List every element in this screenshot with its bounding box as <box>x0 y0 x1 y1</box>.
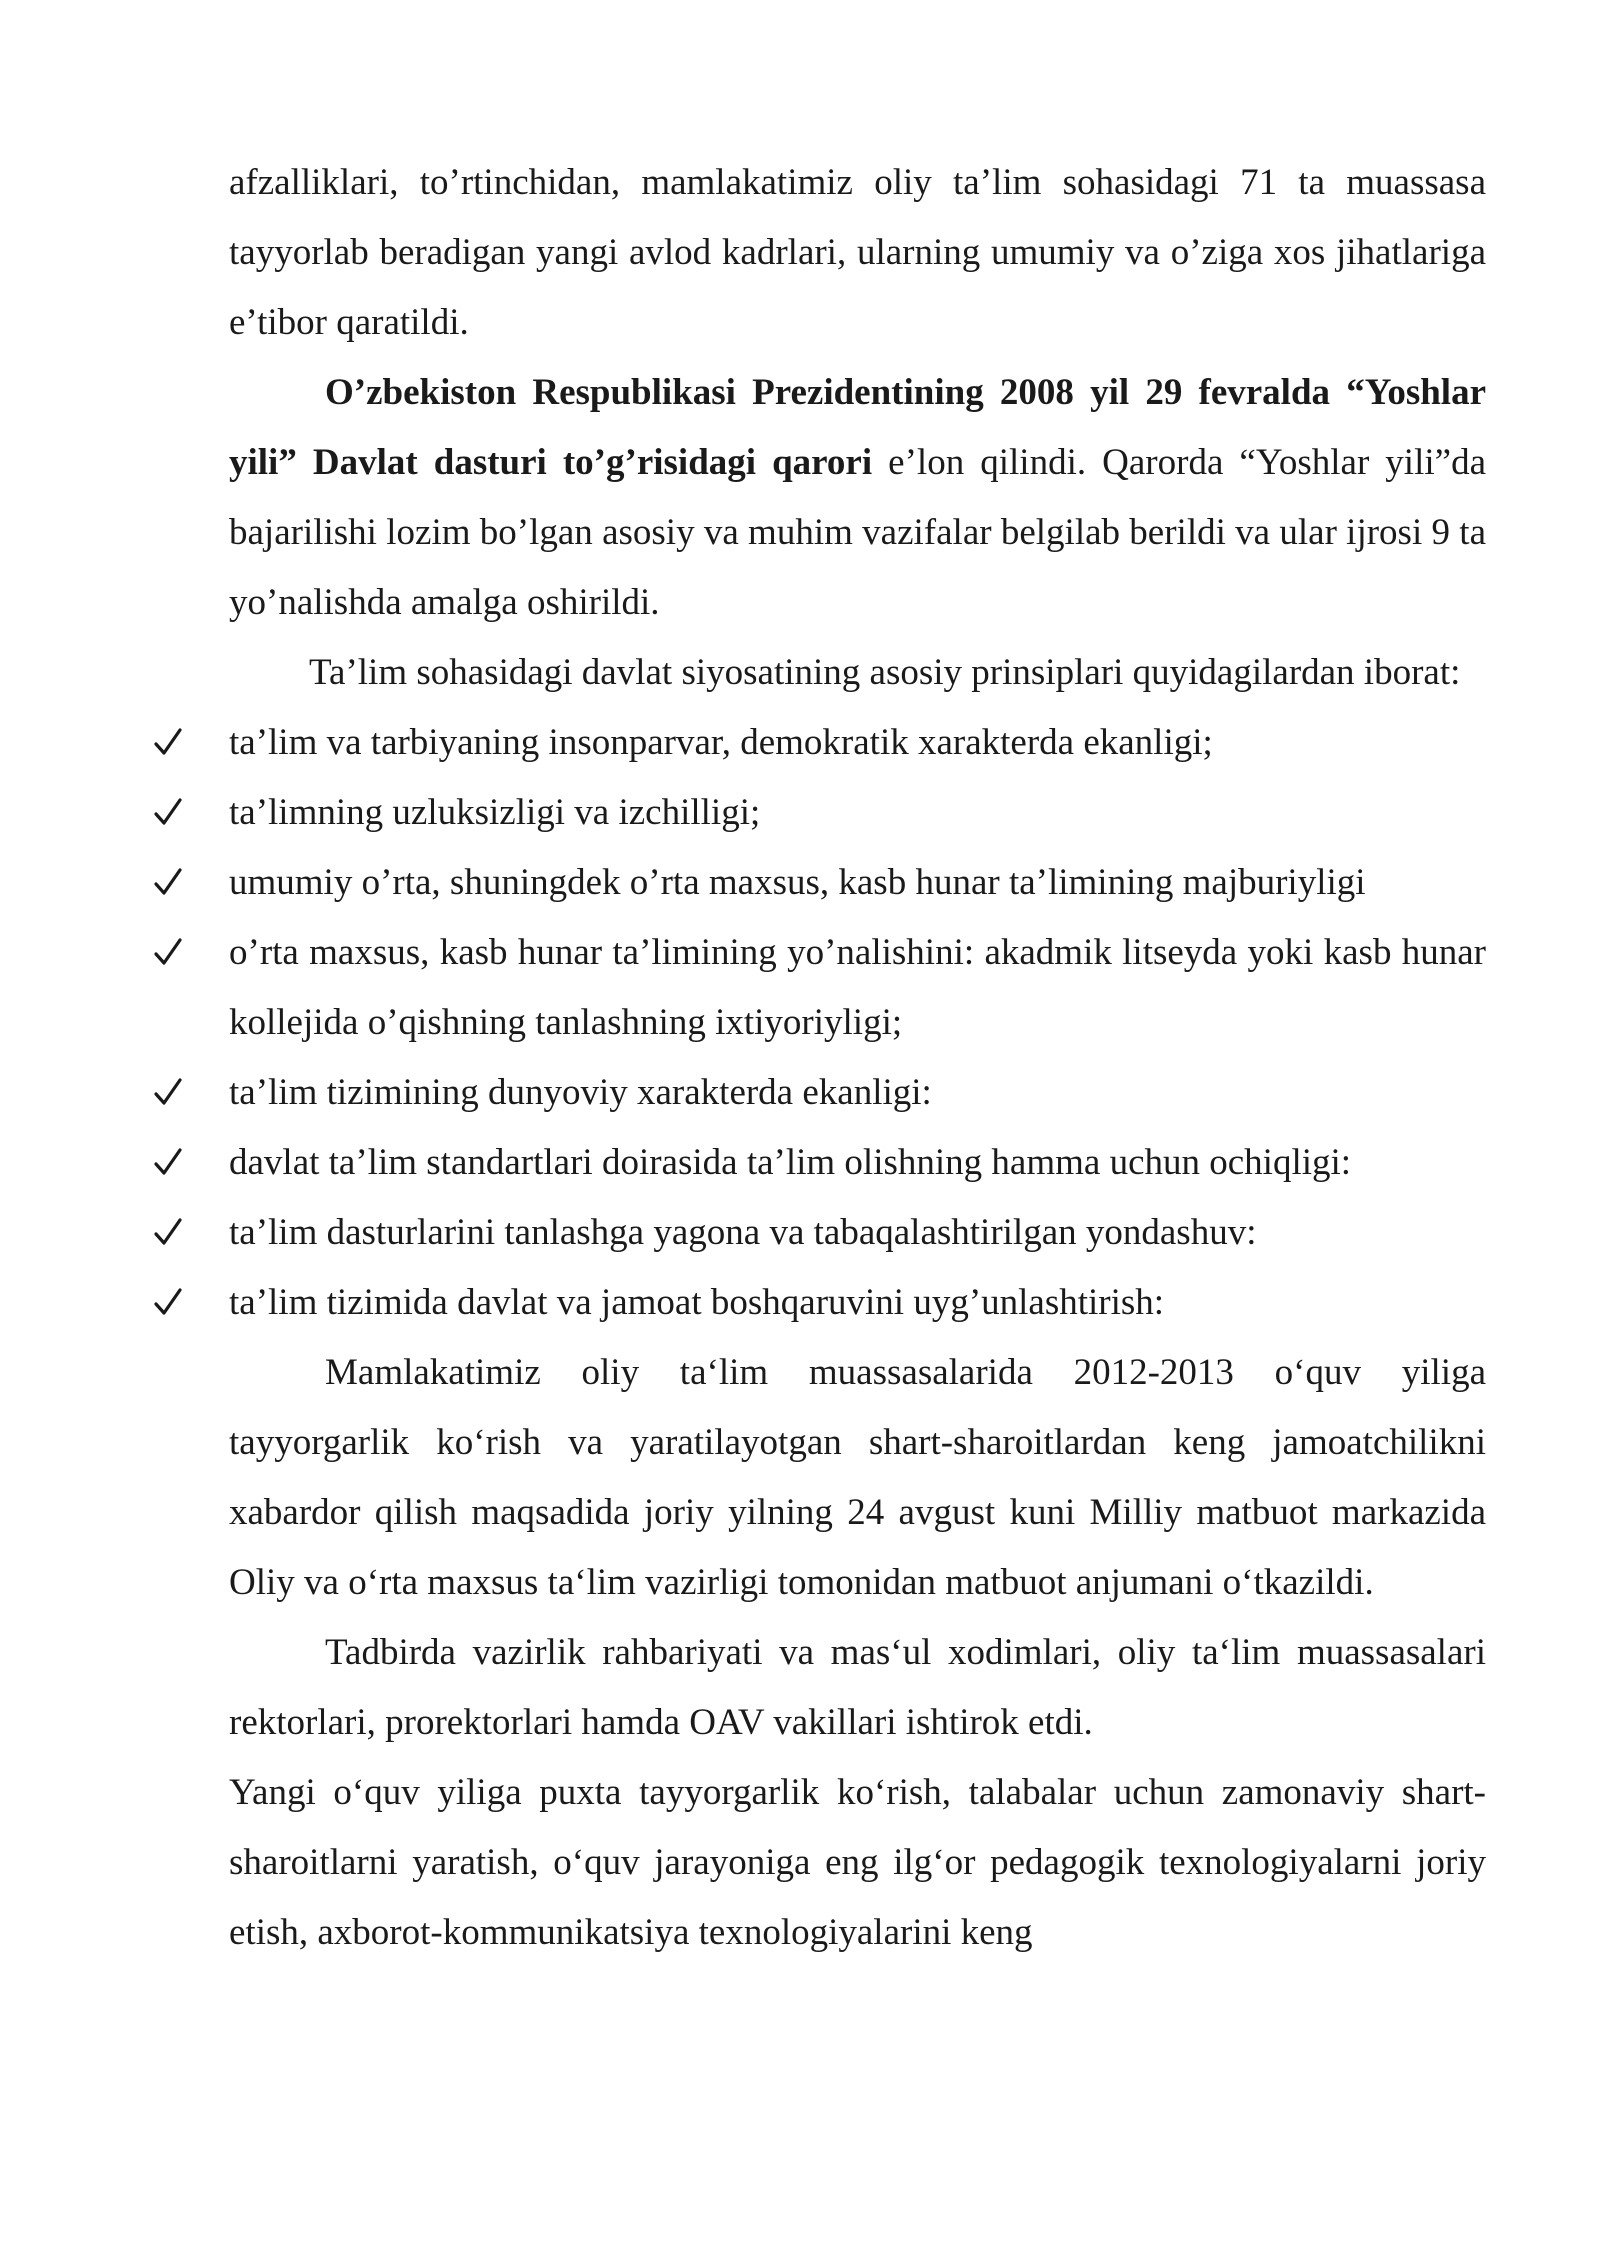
paragraph-participants: Tadbirda vazirlik rahbariyati va mas‘ul xodimlari, oliy ta‘lim muassasalari rektorlari, prorektorlari hamda OAV vakillari ishtirok etdi. <box>229 1632 1486 1743</box>
list-item <box>229 1198 1486 1268</box>
check-mark-icon <box>154 918 182 988</box>
paragraph-1: afzalliklari, to’rtinchidan, mamlakatimiz oliy ta’lim sohasidagi 71 ta muassasa tayyorlab beradigan yangi avlod kadrlari, ularning umumiy va o’ziga xos jihatlariga e’tibor qaratildi. <box>229 162 1486 343</box>
list-item-text: ta’lim va tarbiyaning insonparvar, demokratik xarakterda ekanligi; <box>229 722 1213 763</box>
check-mark-icon <box>154 1128 182 1198</box>
list-item-text: ta’lim tizimida davlat va jamoat boshqaruvini uyg’unlashtirish: <box>229 1282 1165 1323</box>
check-mark-icon <box>154 1268 182 1338</box>
paragraph-principles-intro: Ta’lim sohasidagi davlat siyosatining asosiy prinsiplari quyidagilardan iborat: <box>309 652 1461 693</box>
list-item-text: davlat ta’lim standartlari doirasida ta’lim olishning hamma uchun ochiqligi: <box>229 1142 1352 1183</box>
check-mark-icon <box>154 1058 182 1128</box>
document-page <box>229 148 1486 1968</box>
paragraph-decree <box>229 358 1486 638</box>
list-item-text: ta’lim dasturlarini tanlashga yagona va tabaqalashtirilgan yondashuv: <box>229 1212 1257 1253</box>
list-item <box>229 1128 1486 1198</box>
list-item <box>229 848 1486 918</box>
list-item <box>229 918 1486 1058</box>
paragraph-preparation: Yangi o‘quv yiliga puxta tayyorgarlik ko‘rish, talabalar uchun zamonaviy shart-sharoitlarni yaratish, o‘quv jarayoniga eng ilg‘or pedagogik texnologiyalarni joriy etish, axborot-kommunikatsiya texnologiyalarini keng <box>229 1772 1486 1953</box>
check-mark-icon <box>154 778 182 848</box>
list-item-text: ta’lim tizimining dunyoviy xarakterda ekanligi: <box>229 1072 932 1113</box>
list-item-text: o’rta maxsus, kasb hunar ta’limining yo’nalishini: akadmik litseyda yoki kasb hunar kollejida o’qishning tanlashning ixtiyoriyligi; <box>229 932 1486 1043</box>
paragraph-press-conference: Mamlakatimiz oliy ta‘lim muassasalarida 2012-2013 o‘quv yiliga tayyorgarlik ko‘rish va yaratilayotgan shart-sharoitlardan keng jamoatchilikni xabardor qilish maqsadida joriy yilning 24 avgust kuni Milliy matbuot markazida Oliy va o‘rta maxsus ta‘lim vazirligi tomonidan matbuot anjumani o‘tkazildi. <box>229 1352 1486 1603</box>
decree-description: e’lon qilindi. Qarorda “Yoshlar yili”da bajarilishi lozim bo’lgan asosiy va muhim vazifalar belgilab berildi va ular ijrosi 9 ta yo’nalishda amalga oshirildi. <box>229 442 1486 623</box>
check-mark-icon <box>154 1198 182 1268</box>
list-item <box>229 708 1486 778</box>
decree-title: O’zbekiston Respublikasi Prezidentining 2008 yil 29 fevralda “Yoshlar yili” Davlat dasturi to’g’risidagi qarori <box>229 372 1486 483</box>
list-item <box>229 778 1486 848</box>
list-item <box>229 1058 1486 1128</box>
list-item-text: umumiy o’rta, shuningdek o’rta maxsus, kasb hunar ta’limining majburiyligi <box>229 862 1366 903</box>
list-item <box>229 1268 1486 1338</box>
list-item-text: ta’limning uzluksizligi va izchilligi; <box>229 792 761 833</box>
principles-list <box>229 708 1486 1338</box>
check-mark-icon <box>154 848 182 918</box>
check-mark-icon <box>154 708 182 778</box>
